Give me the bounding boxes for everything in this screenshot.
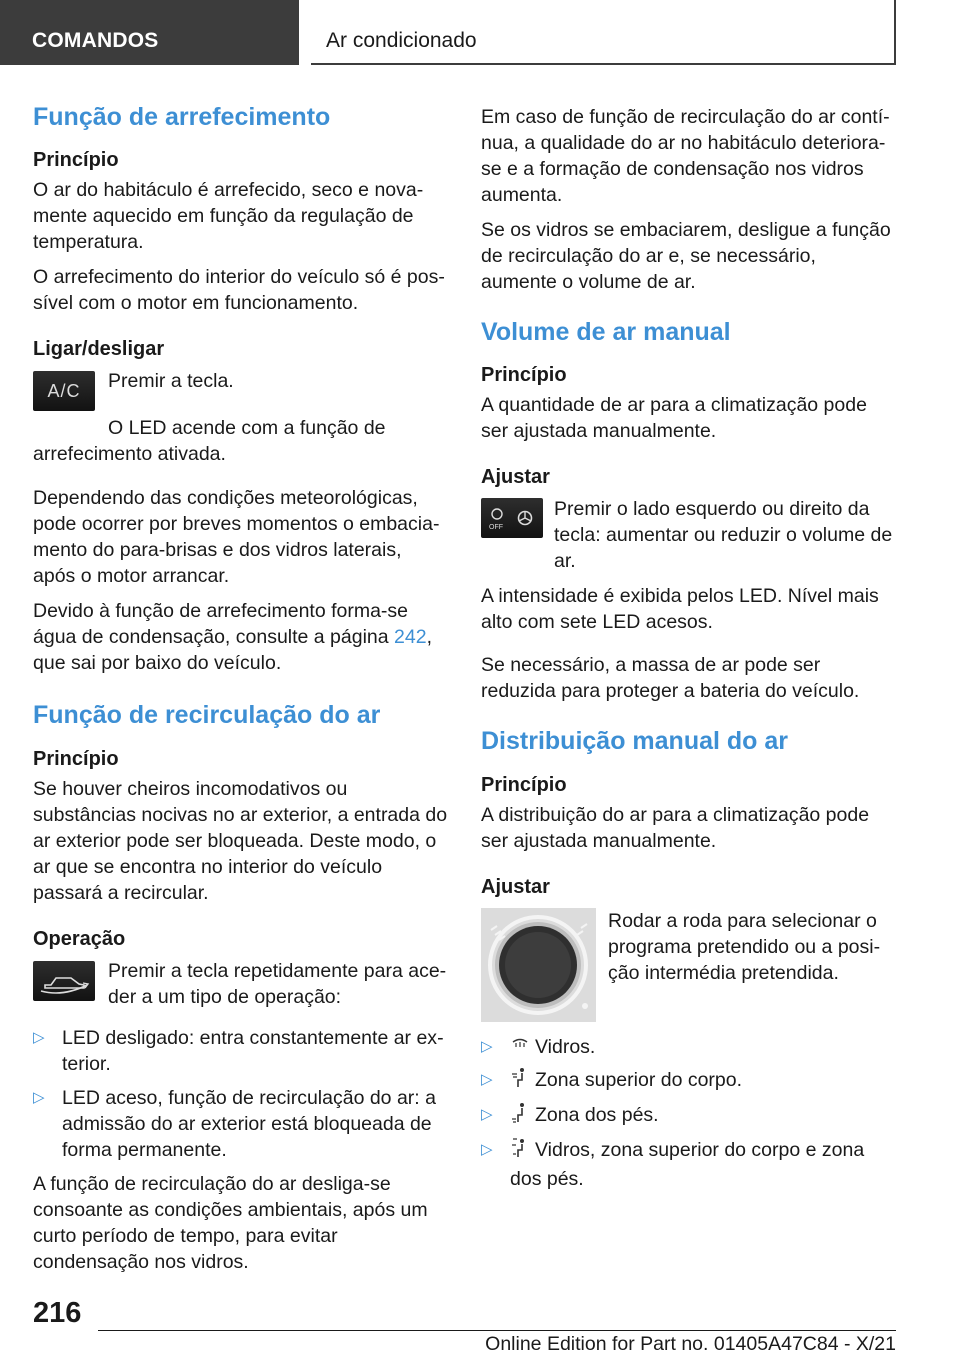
subheading-principle: Princípio <box>33 149 119 172</box>
fan-key-row <box>481 496 896 574</box>
dial-row <box>481 908 896 1022</box>
cooling-text-a: Devido à função de arrefecimento forma-se água de condensação, consulte a página <box>33 600 409 649</box>
paragraph: A intensidade é exibida pelos LED. Nível mais alto com sete LED acesos. <box>481 585 879 634</box>
paragraph: A distribuição do ar para a climatização pode ser ajustada manualmente. <box>481 803 870 852</box>
paragraph: Se houver cheiros incomodativos ou substâncias nocivas no ar exterior, a entrada do ar exterior pode ser bloqueada. Deste modo, o ar que se encontra no interior do veículo passará a recircular. <box>33 777 448 904</box>
paragraph: O ar do habitáculo é arrefecido, seco e novamente aquecido em função da regulação de temperatura. <box>33 179 424 254</box>
distribution-list <box>481 1034 896 1192</box>
list-item <box>33 1085 448 1163</box>
paragraph: Se necessário, a massa de ar pode ser reduzida para proteger a bateria do veículo. <box>481 654 860 703</box>
onoff-text: O LED acende com a função de arrefecimento ativada. <box>33 417 386 466</box>
operation-list <box>33 1025 448 1163</box>
heading-volume: Volume de ar manual <box>481 318 731 346</box>
section-title: COMANDOS <box>32 29 159 52</box>
subheading-adjust: Ajustar <box>481 466 550 489</box>
windshield-icon <box>510 1034 530 1061</box>
bullet-triangle-icon: ▷ <box>481 1140 493 1158</box>
footer-rule <box>98 1330 896 1331</box>
list-item <box>33 1025 448 1077</box>
paragraph: A quantidade de ar para a climatização pode ser ajustada manualmente. <box>481 394 867 443</box>
cooling-text-b: , que sai por baixo do veículo. <box>33 626 433 675</box>
bullet-triangle-icon: ▷ <box>481 1070 493 1088</box>
fan-icon <box>481 498 543 538</box>
ac-button-image <box>33 371 95 411</box>
ac-key-label: A/C <box>47 381 81 402</box>
page-number: 216 <box>33 1297 82 1329</box>
list-item-text: LED desligado: entra constantemente ar exterior. <box>62 1026 444 1075</box>
recirc-key-row <box>33 958 448 1010</box>
page-link[interactable]: 242 <box>394 626 427 649</box>
right-column <box>481 100 896 1192</box>
list-item-text: Zona dos pés. <box>535 1103 659 1126</box>
footer-edition: Online Edition for Part no. 01405A47C84 - X/21 <box>485 1333 896 1355</box>
list-item <box>481 1102 896 1131</box>
paragraph: Premir a tecla. <box>108 370 234 393</box>
combined-icon <box>510 1137 530 1166</box>
bullet-triangle-icon: ▷ <box>481 1105 493 1123</box>
paragraph: O arrefecimento do interior do veículo só é possível com o motor em funcionamento. <box>33 266 445 315</box>
recirculation-button-image <box>33 961 95 1001</box>
heading-recirculation: Função de recirculação do ar <box>33 701 381 730</box>
paragraph: Rodar a roda para selecionar o programa pretendido ou a posição intermédia pretendida. <box>608 909 881 984</box>
footwell-icon <box>510 1102 530 1131</box>
subheading-principle: Princípio <box>33 747 119 770</box>
bullet-triangle-icon: ▷ <box>33 1028 45 1046</box>
bullet-triangle-icon: ▷ <box>33 1088 45 1106</box>
subheading-operation: Operação <box>33 927 126 950</box>
ac-key-row <box>33 368 448 411</box>
bullet-triangle-icon: ▷ <box>481 1037 493 1055</box>
list-item <box>481 1137 896 1192</box>
subheading-principle: Princípio <box>481 773 567 796</box>
left-column <box>33 100 448 1275</box>
list-item-text: Vidros, zona superior do corpo e zona dos pés. <box>510 1138 865 1190</box>
chapter-tab <box>311 0 896 65</box>
subheading-adjust: Ajustar <box>481 875 550 898</box>
paragraph: Se os vidros se embaciarem, desligue a função de recirculação do ar e, se necessário, aumente o volume de ar. <box>481 219 891 293</box>
paragraph: Em caso de função de recirculação do ar contínua, a qualidade do ar no habitáculo deteriora-se e a formação de condensação nos vidros aumenta. <box>481 106 890 206</box>
recirculation-car-icon <box>33 961 95 1001</box>
paragraph: A função de recirculação do ar desliga-se consoante as condições ambientais, após um curto período de tempo, para evitar condensação nos vidros. <box>33 1172 428 1273</box>
list-item <box>481 1067 896 1096</box>
list-item-text: Vidros. <box>535 1035 596 1058</box>
upper-body-icon <box>510 1067 530 1096</box>
heading-cooling: Função de arrefecimento <box>33 103 331 131</box>
rotary-knob-icon <box>481 908 596 1022</box>
section-tab <box>0 0 299 65</box>
paragraph: Premir o lado esquerdo ou direito da tecla: aumentar ou reduzir o volume de ar. <box>554 498 893 573</box>
paragraph <box>33 415 448 467</box>
subheading-onoff: Ligar/desligar <box>33 338 165 361</box>
subheading-principle: Princípio <box>481 364 567 387</box>
paragraph: Premir a tecla repetidamente para aceder a um tipo de operação: <box>108 959 447 1008</box>
distribution-dial-image <box>481 908 596 1022</box>
list-item-text: LED aceso, função de recirculação do ar: a admissão do ar exterior está bloqueada de forma permanente. <box>62 1086 436 1161</box>
fan-off-label: OFF <box>489 524 503 532</box>
chapter-title: Ar condicionado <box>326 29 477 52</box>
fan-button-image <box>481 498 543 538</box>
list-item-text: Zona superior do corpo. <box>535 1068 743 1091</box>
paragraph <box>33 598 448 676</box>
paragraph: Dependendo das condições meteorológicas, pode ocorrer por breves momentos o embaciamento do para-brisas e dos vidros laterais, após o motor arrancar. <box>33 487 440 588</box>
list-item <box>481 1034 896 1061</box>
heading-distribution: Distribuição manual do ar <box>481 727 789 756</box>
